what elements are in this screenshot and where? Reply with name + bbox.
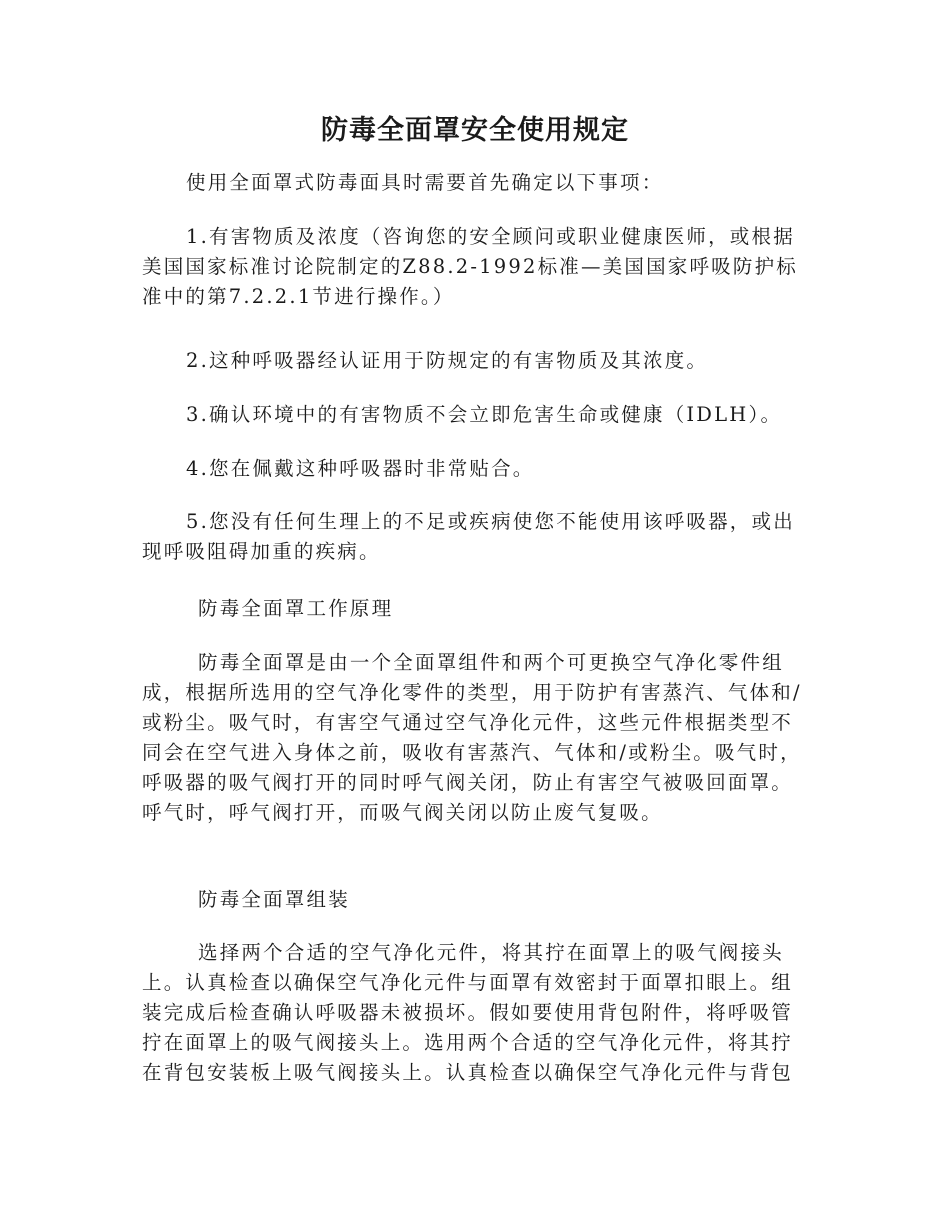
list-item-5: 5.您没有任何生理上的不足或疾病使您不能使用该呼吸器，或出现呼吸阻碍加重的疾病。 bbox=[142, 510, 795, 563]
list-item-3: 3.确认环境中的有害物质不会立即危害生命或健康（IDLH）。 bbox=[186, 403, 783, 426]
section-body-assembly: 选择两个合适的空气净化元件，将其拧在面罩上的吸气阀接头上。认真检查以确保空气净化元件与面罩有效密封于面罩扣眼上。组装完成后检查确认呼吸器未被损坏。假如要使用背包附件，将呼吸管拧在面罩上的吸气阀接头上。选用两个合适的空气净化元件，将其拧在背包安装板上吸气阀接头上。认真检查以确保空气净化元件与背包 bbox=[142, 941, 794, 1084]
intro-paragraph: 使用全面罩式防毒面具时需要首先确定以下事项： bbox=[186, 171, 664, 194]
list-item-1: 1.有害物质及浓度（咨询您的安全顾问或职业健康医师，或根据美国国家标准讨论院制定的Z88.2-1992标准—美国国家呼吸防护标准中的第7.2.2.1节进行操作。） bbox=[142, 225, 798, 308]
section-heading-assembly: 防毒全面罩组装 bbox=[198, 888, 350, 911]
list-item-4: 4.您在佩戴这种呼吸器时非常贴合。 bbox=[186, 457, 535, 480]
section-heading-working-principle: 防毒全面罩工作原理 bbox=[198, 597, 394, 620]
section-body-working-principle: 防毒全面罩是由一个全面罩组件和两个可更换空气净化零件组成，根据所选用的空气净化零件的类型，用于防护有害蒸汽、气体和/或粉尘。吸气时，有害空气通过空气净化元件，这些元件根据类型不同会在空气进入身体之前，吸收有害蒸汽、气体和/或粉尘。吸气时，呼吸器的吸气阀打开的同时呼气阀关闭，防止有害空气被吸回面罩。呼气时，呼气阀打开，而吸气阀关闭以防止废气复吸。 bbox=[142, 651, 802, 824]
list-item-2: 2.这种呼吸器经认证用于防规定的有害物质及其浓度。 bbox=[186, 349, 709, 372]
document-title: 防毒全面罩安全使用规定 bbox=[321, 115, 629, 146]
